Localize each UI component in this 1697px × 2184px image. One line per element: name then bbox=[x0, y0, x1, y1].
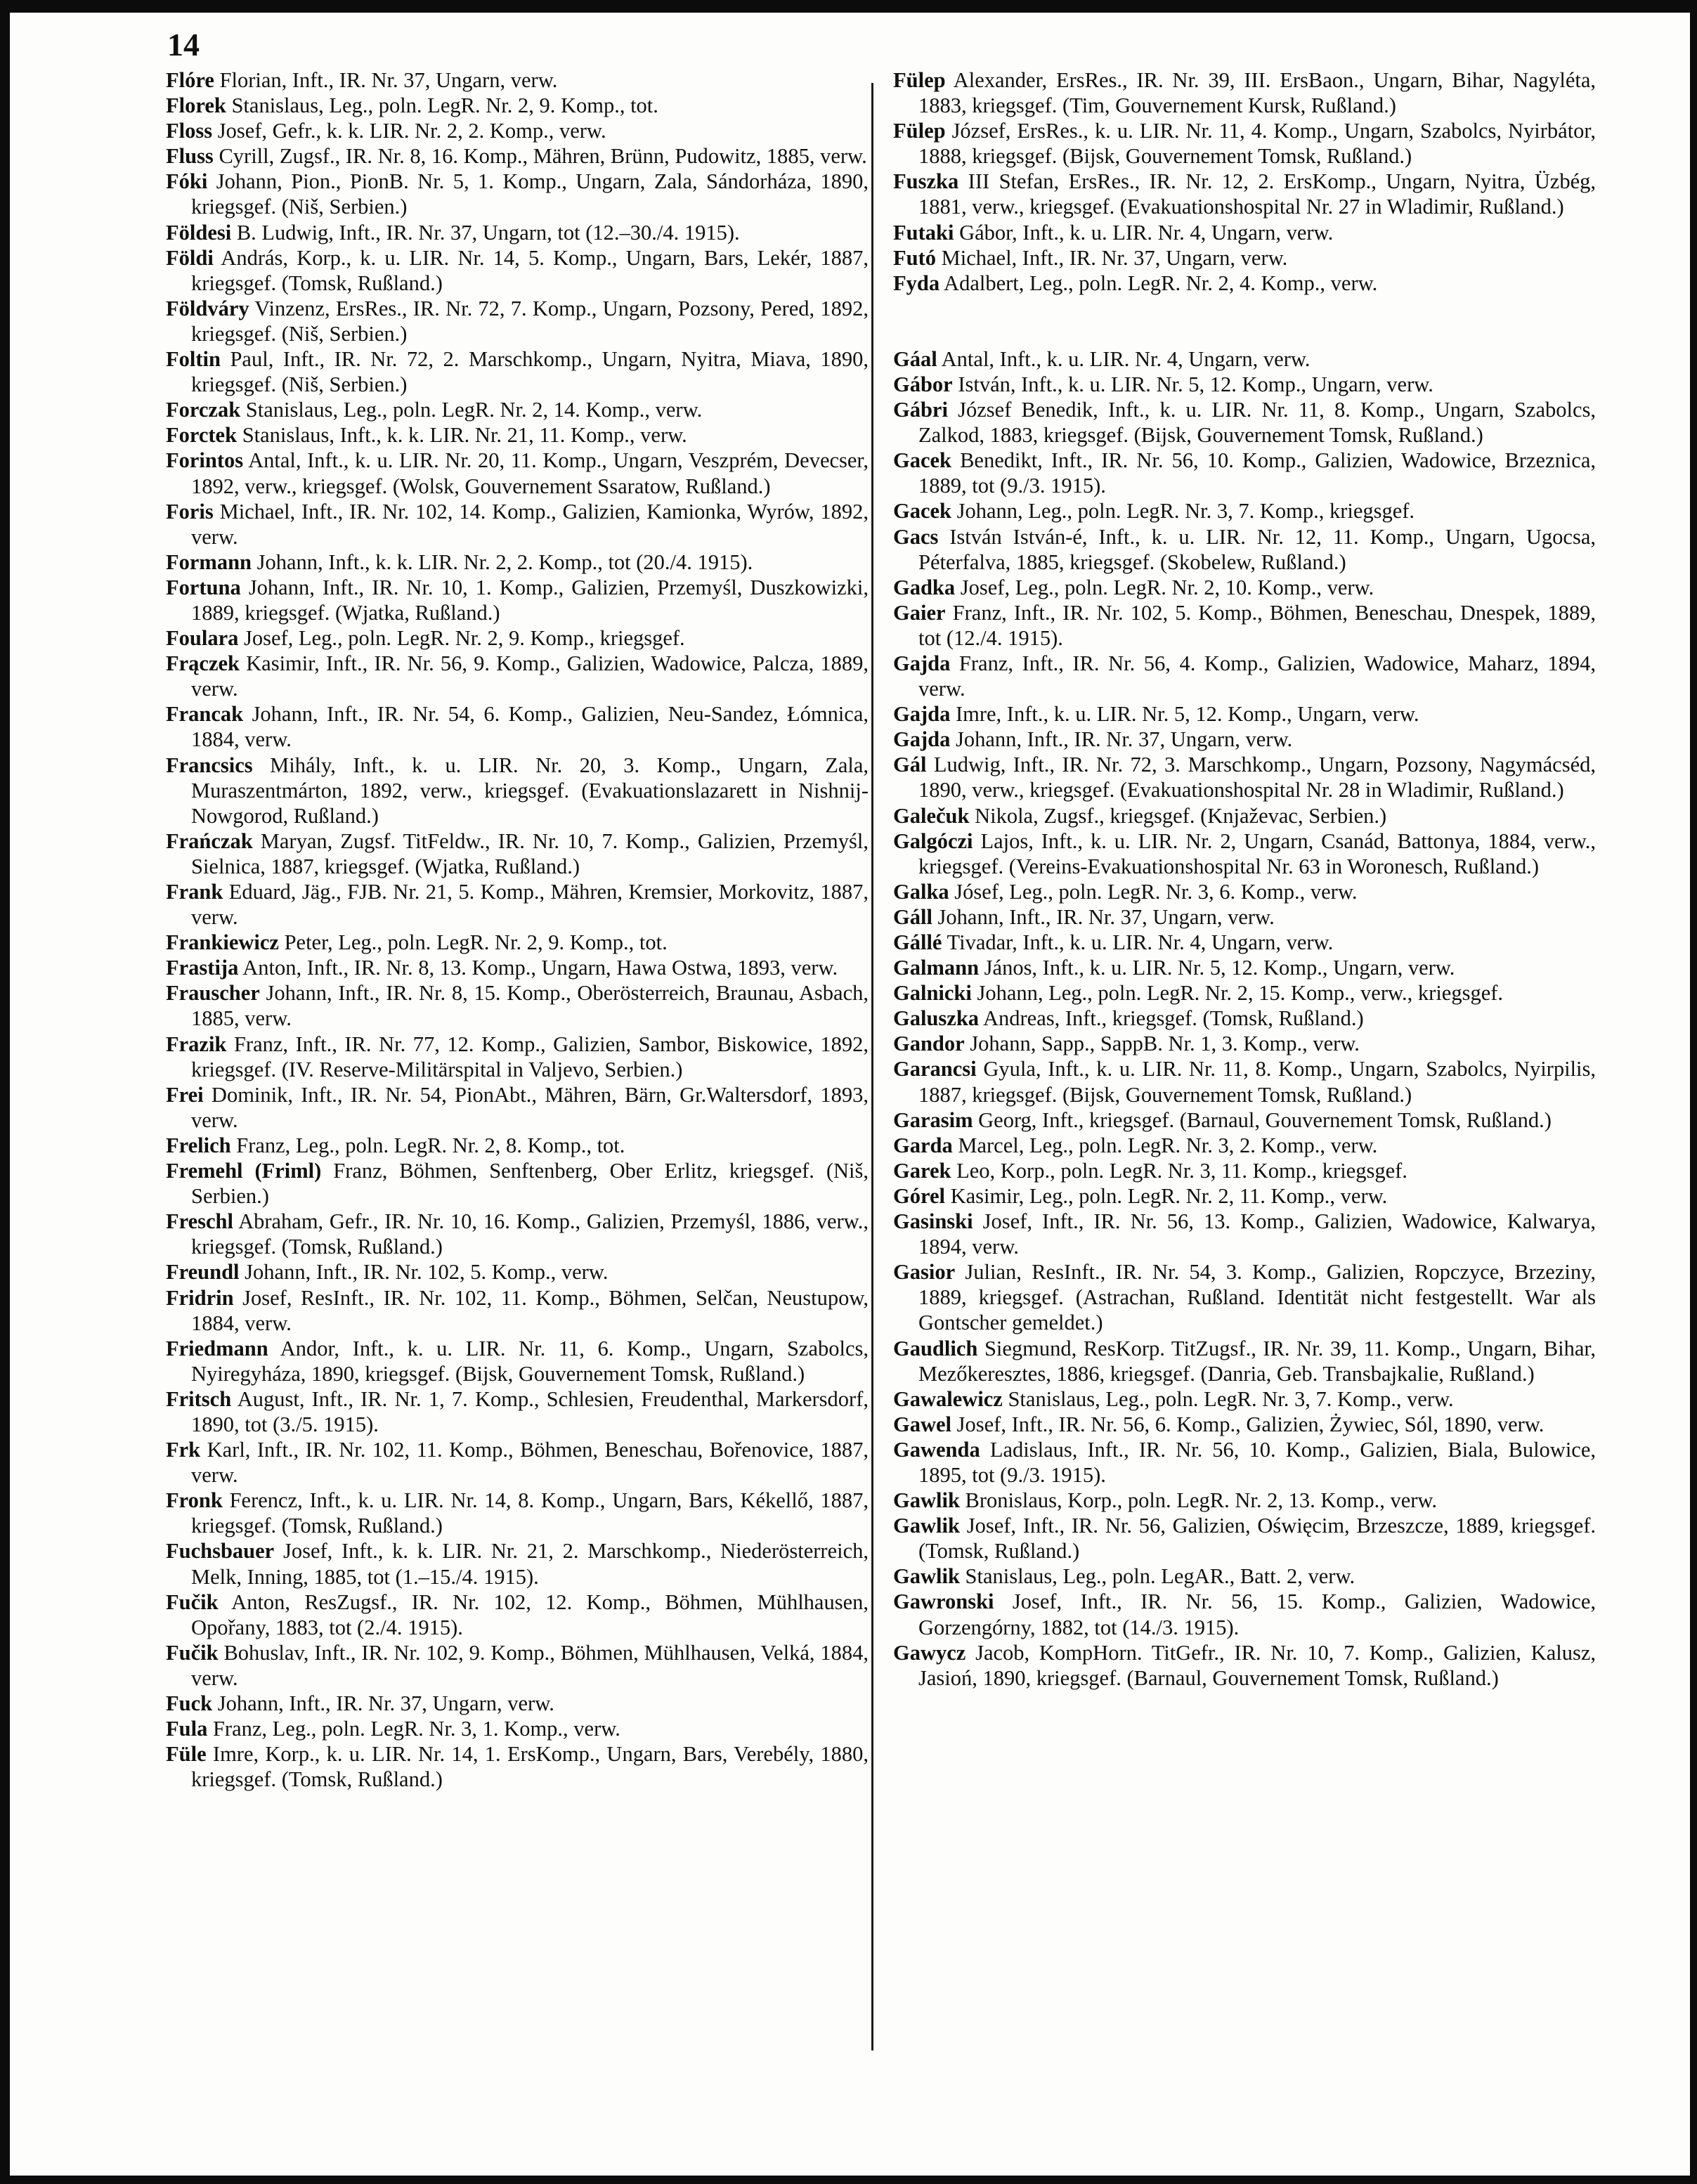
entry-details: Leo, Korp., poln. LegR. Nr. 3, 11. Komp., kriegsgef. bbox=[956, 1158, 1407, 1183]
entry-surname: Fuszka bbox=[893, 169, 959, 194]
list-entry bbox=[893, 1589, 1596, 1639]
entry-surname: Gasior bbox=[893, 1260, 956, 1285]
entry-details: Florian, Inft., IR. Nr. 37, Ungarn, verw. bbox=[219, 68, 558, 92]
entry-details: Ladislaus, Inft., IR. Nr. 56, 10. Komp., Galizien, Biala, Bulowice, 1895, tot (9./3. 1915). bbox=[918, 1437, 1597, 1487]
entry-surname: Gajda bbox=[893, 727, 951, 752]
list-entry bbox=[166, 651, 869, 701]
entry-surname: Frelich bbox=[166, 1133, 231, 1157]
entry-surname: Fülep bbox=[893, 119, 946, 143]
entry-details: Johann, Inft., IR. Nr. 10, 1. Komp., Galizien, Przemyśl, Duszkowizki, 1889, kriegsgef. (Wjatka, Rußland.) bbox=[191, 575, 869, 625]
list-entry bbox=[166, 1032, 869, 1082]
entry-surname: Fučik bbox=[166, 1640, 219, 1665]
entry-details: Johann, Inft., IR. Nr. 37, Ungarn, verw. bbox=[955, 727, 1293, 752]
entry-details: Kasimir, Inft., IR. Nr. 56, 9. Komp., Galizien, Wadowice, Palcza, 1889, verw. bbox=[191, 651, 869, 701]
entry-surname: Garda bbox=[893, 1133, 953, 1157]
entry-details: Georg, Inft., kriegsgef. (Barnaul, Gouvernement Tomsk, Rußland.) bbox=[978, 1107, 1552, 1132]
entry-details: Franz, Inft., IR. Nr. 77, 12. Komp., Galizien, Sambor, Biskowice, 1892, kriegsgef. (IV. Reserve-Militärspital in Valjevo, Serbien.) bbox=[191, 1032, 869, 1081]
entry-surname: Gandor bbox=[893, 1032, 965, 1056]
entry-surname: Gawronski bbox=[893, 1590, 994, 1614]
list-entry bbox=[893, 1158, 1596, 1183]
entry-surname: Fuchsbauer bbox=[166, 1539, 275, 1564]
entry-details: Johann, Inft., IR. Nr. 54, 6. Komp., Galizien, Neu-Sandez, Łómnica, 1884, verw. bbox=[191, 702, 869, 752]
entry-details: Stanislaus, Leg., poln. LegR. Nr. 3, 7. Komp., verw. bbox=[1008, 1386, 1454, 1411]
entry-details: Lajos, Inft., k. u. LIR. Nr. 2, Ungarn, Csanád, Battonya, 1884, verw., kriegsgef. (Vereins-Evakuationshospital Nr. 63 in Woronesch, Rußland.) bbox=[918, 828, 1596, 878]
entry-details: Johann, Pion., PionB. Nr. 5, 1. Komp., Ungarn, Zala, Sándorháza, 1890, kriegsgef. (Niš, Serbien.) bbox=[191, 169, 869, 219]
entry-details: Mihály, Inft., k. u. LIR. Nr. 20, 3. Komp., Ungarn, Zala, Muraszentmárton, 1892, verw., kriegsgef. (Evakuationslazarett in Nishnij-Nowgorod, Rußland.) bbox=[191, 753, 869, 828]
list-entry bbox=[166, 448, 869, 498]
list-entry bbox=[893, 67, 1596, 118]
entry-surname: Fyda bbox=[893, 271, 940, 295]
list-entry bbox=[893, 1006, 1596, 1031]
entry-surname: Francsics bbox=[166, 753, 253, 777]
list-entry bbox=[893, 271, 1596, 296]
entry-surname: Gábri bbox=[893, 398, 948, 422]
entry-details: Bohuslav, Inft., IR. Nr. 102, 9. Komp., Böhmen, Mühlhausen, Velká, 1884, verw. bbox=[191, 1640, 869, 1690]
entry-details: Johann, Inft., IR. Nr. 37, Ungarn, verw. bbox=[217, 1691, 554, 1715]
entry-details: Stanislaus, Leg., poln. LegR. Nr. 2, 9. Komp., tot. bbox=[231, 93, 658, 118]
entry-surname: Francak bbox=[166, 702, 244, 727]
list-entry bbox=[893, 803, 1596, 828]
list-entry bbox=[893, 1640, 1596, 1691]
entry-details: III Stefan, ErsRes., IR. Nr. 12, 2. ErsKomp., Ungarn, Nyitra, Üzbég, 1881, verw., kriegsgef. (Evakuationshospital Nr. 27 in Wladimir, Rußland.) bbox=[918, 169, 1597, 219]
list-entry bbox=[893, 1336, 1596, 1386]
list-entry bbox=[166, 169, 869, 219]
entry-details: Josef, Inft., k. k. LIR. Nr. 21, 2. Marschkomp., Niederösterreich, Melk, Inning, 1885, tot (1.–15./4. 1915). bbox=[191, 1539, 869, 1589]
entry-details: Josef, ResInft., IR. Nr. 102, 11. Komp., Böhmen, Selčan, Neustupow, 1884, verw. bbox=[191, 1285, 869, 1335]
list-entry bbox=[166, 1158, 869, 1209]
entry-surname: Fritsch bbox=[166, 1386, 232, 1411]
list-entry bbox=[166, 1590, 869, 1640]
list-entry bbox=[893, 752, 1596, 802]
list-entry bbox=[893, 727, 1596, 752]
entry-details: Franz, Inft., IR. Nr. 102, 5. Komp., Böhmen, Beneschau, Dnespek, 1889, tot (12./4. 1915). bbox=[918, 600, 1597, 650]
entry-details: Anton, ResZugsf., IR. Nr. 102, 12. Komp., Böhmen, Mühlhausen, Opořany, 1883, tot (2./4. 1915). bbox=[191, 1590, 869, 1639]
entry-details: Josef, Inft., IR. Nr. 56, 13. Komp., Galizien, Wadowice, Kalwarya, 1894, verw. bbox=[918, 1209, 1597, 1259]
entry-details: Josef, Leg., poln. LegR. Nr. 2, 10. Komp., verw. bbox=[960, 575, 1374, 599]
entry-details: Johann, Inft., IR. Nr. 37, Ungarn, verw. bbox=[937, 904, 1275, 929]
entry-details: Gyula, Inft., k. u. LIR. Nr. 11, 8. Komp., Ungarn, Szabolcs, Nyirpilis, 1887, kriegsgef. (Bijsk, Gouvernement Tomsk, Rußland.) bbox=[918, 1057, 1596, 1107]
entry-surname: Gawenda bbox=[893, 1437, 980, 1462]
entry-surname: Frączek bbox=[166, 651, 240, 676]
list-entry bbox=[893, 1133, 1596, 1158]
entry-surname: Frazik bbox=[166, 1032, 227, 1056]
list-entry bbox=[166, 1285, 869, 1336]
entry-details: Bronislaus, Korp., poln. LegR. Nr. 2, 13. Komp., verw. bbox=[965, 1488, 1438, 1513]
entry-details: Julian, ResInft., IR. Nr. 54, 3. Komp., Galizien, Ropczyce, Brzeziny, 1889, kriegsgef. (Astrachan, Rußland. Identität nicht festgestellt. War als Gontscher gemeldet.) bbox=[918, 1260, 1596, 1335]
list-entry bbox=[893, 1031, 1596, 1056]
list-entry bbox=[166, 980, 869, 1031]
list-entry bbox=[166, 296, 869, 346]
list-entry bbox=[893, 1259, 1596, 1335]
entry-details: István István-é, Inft., k. u. LIR. Nr. 12, 11. Komp., Ungarn, Ugocsa, Péterfalva, 1885, kriegsgef. (Skobelew, Rußland.) bbox=[918, 524, 1596, 574]
entry-details: Benedikt, Inft., IR. Nr. 56, 10. Komp., Galizien, Wadowice, Brzeznica, 1889, tot (9./3. 1915). bbox=[918, 448, 1596, 498]
list-entry bbox=[893, 169, 1596, 219]
entry-surname: Freschl bbox=[166, 1209, 233, 1234]
entry-details: Abraham, Gefr., IR. Nr. 10, 16. Komp., Galizien, Przemyśl, 1886, verw., kriegsgef. (Tomsk, Rußland.) bbox=[191, 1209, 869, 1259]
entry-surname: Futó bbox=[893, 245, 936, 270]
entry-details: Imre, Inft., k. u. LIR. Nr. 5, 12. Komp., Ungarn, verw. bbox=[955, 702, 1419, 727]
list-entry bbox=[893, 879, 1596, 904]
entry-surname: Gawlik bbox=[893, 1514, 960, 1538]
entry-surname: Frei bbox=[166, 1082, 204, 1107]
entry-details: Josef, Inft., IR. Nr. 56, Galizien, Oświęcim, Brzeszcze, 1889, kriegsgef. (Tomsk, Rußland.) bbox=[918, 1514, 1596, 1564]
entry-details: Vinzenz, ErsRes., IR. Nr. 72, 7. Komp., Ungarn, Pozsony, Pered, 1892, kriegsgef. (Niš, Serbien.) bbox=[191, 296, 869, 346]
entry-details: Jósef, Leg., poln. LegR. Nr. 3, 6. Komp., verw. bbox=[954, 879, 1358, 904]
entry-details: Cyrill, Zugsf., IR. Nr. 8, 16. Komp., Mähren, Brünn, Pudowitz, 1885, verw. bbox=[219, 144, 867, 169]
list-entry bbox=[166, 955, 869, 980]
list-entry bbox=[166, 1259, 869, 1285]
page-number: 14 bbox=[167, 27, 200, 63]
entry-surname: Galmann bbox=[893, 956, 980, 980]
entry-details: Siegmund, ResKorp. TitZugsf., IR. Nr. 39, 11. Komp., Ungarn, Bihar, Mezőkeresztes, 1886, kriegsgef. (Danria, Geb. Transbajkalie, Rußland.) bbox=[918, 1336, 1596, 1386]
entry-details: Johann, Inft., k. k. LIR. Nr. 2, 2. Komp., tot (20./4. 1915). bbox=[256, 550, 753, 574]
entry-surname: Fluss bbox=[166, 144, 214, 169]
entry-details: István, Inft., k. u. LIR. Nr. 5, 12. Komp., Ungarn, verw. bbox=[958, 372, 1433, 396]
entry-details: Gábor, Inft., k. u. LIR. Nr. 4, Ungarn, verw. bbox=[959, 220, 1334, 245]
entry-details: Franz, Leg., poln. LegR. Nr. 3, 1. Komp., verw. bbox=[212, 1717, 620, 1741]
list-entry bbox=[166, 753, 869, 828]
entry-surname: Gawalewicz bbox=[893, 1386, 1003, 1411]
list-entry bbox=[166, 346, 869, 397]
list-entry bbox=[893, 1183, 1596, 1209]
entry-details: Tivadar, Inft., k. u. LIR. Nr. 4, Ungarn, verw. bbox=[947, 930, 1334, 954]
column-divider bbox=[871, 83, 873, 2050]
entry-surname: Galuszka bbox=[893, 1006, 980, 1031]
entry-details: Stanislaus, Leg., poln. LegAR., Batt. 2, verw. bbox=[965, 1564, 1355, 1589]
list-entry bbox=[166, 1209, 869, 1259]
list-entry bbox=[166, 1716, 869, 1741]
entry-surname: Gáll bbox=[893, 904, 932, 929]
entry-surname: Formann bbox=[166, 550, 252, 574]
entry-details: Johann, Inft., IR. Nr. 8, 15. Komp., Oberösterreich, Braunau, Asbach, 1885, verw. bbox=[191, 981, 869, 1031]
entry-surname: Garasim bbox=[893, 1107, 973, 1132]
list-entry bbox=[166, 625, 869, 651]
entry-details: Dominik, Inft., IR. Nr. 54, PionAbt., Mähren, Bärn, Gr.Waltersdorf, 1893, verw. bbox=[191, 1082, 869, 1132]
list-entry bbox=[893, 575, 1596, 600]
entry-details: Josef, Leg., poln. LegR. Nr. 2, 9. Komp., kriegsgef. bbox=[243, 626, 685, 651]
entry-surname: Frauscher bbox=[166, 981, 260, 1006]
list-entry bbox=[166, 118, 869, 143]
entry-surname: Fuck bbox=[166, 1691, 213, 1715]
entry-surname: Frank bbox=[166, 880, 223, 904]
list-entry bbox=[893, 245, 1596, 271]
list-entry bbox=[166, 550, 869, 575]
entry-surname: Fridrin bbox=[166, 1285, 234, 1310]
entry-details: Franz, Inft., IR. Nr. 56, 4. Komp., Galizien, Wadowice, Maharz, 1894, verw. bbox=[918, 651, 1596, 701]
list-entry bbox=[893, 980, 1596, 1006]
entry-details: Eduard, Jäg., FJB. Nr. 21, 5. Komp., Mähren, Kremsier, Morkovitz, 1887, verw. bbox=[191, 880, 869, 930]
list-entry bbox=[893, 448, 1596, 498]
list-entry bbox=[166, 67, 869, 93]
entry-surname: Fortuna bbox=[166, 575, 241, 599]
list-entry bbox=[166, 143, 869, 169]
entry-surname: Frk bbox=[166, 1438, 201, 1462]
entry-details: Adalbert, Leg., poln. LegR. Nr. 2, 4. Komp., verw. bbox=[944, 271, 1378, 295]
list-entry bbox=[166, 220, 869, 245]
list-entry bbox=[893, 701, 1596, 727]
entry-details: B. Ludwig, Inft., IR. Nr. 37, Ungarn, tot (12.–30./4. 1915). bbox=[236, 220, 740, 245]
list-entry bbox=[166, 1386, 869, 1437]
entry-surname: Gawycz bbox=[893, 1640, 966, 1665]
list-entry bbox=[893, 118, 1596, 169]
entry-surname: Garancsi bbox=[893, 1057, 977, 1081]
entry-surname: Flóre bbox=[166, 68, 214, 92]
entry-details: Maryan, Zugsf. TitFeldw., IR. Nr. 10, 7. Komp., Galizien, Przemyśl, Sielnica, 1887, kriegsgef. (Wjatka, Rußland.) bbox=[191, 828, 869, 878]
entry-surname: Füle bbox=[166, 1742, 207, 1767]
entry-surname: Gawlik bbox=[893, 1488, 960, 1513]
right-column bbox=[893, 67, 1596, 1691]
list-entry bbox=[893, 1564, 1596, 1589]
entry-details: Paul, Inft., IR. Nr. 72, 2. Marschkomp., Ungarn, Nyitra, Miava, 1890, kriegsgef. (Niš, Serbien.) bbox=[191, 347, 869, 397]
list-entry bbox=[166, 93, 869, 118]
entry-details: Johann, Sapp., SappB. Nr. 1, 3. Komp., verw. bbox=[970, 1032, 1360, 1056]
entry-surname: Gajda bbox=[893, 651, 951, 675]
list-entry bbox=[893, 1056, 1596, 1107]
list-entry bbox=[893, 1488, 1596, 1513]
list-entry bbox=[893, 498, 1596, 524]
list-entry bbox=[893, 1107, 1596, 1133]
entry-details: Josef, Inft., IR. Nr. 56, 15. Komp., Galizien, Wadowice, Gorzengórny, 1882, tot (14./3. 1915). bbox=[918, 1590, 1597, 1639]
entry-surname: Gawel bbox=[893, 1412, 952, 1436]
entry-surname: Freundl bbox=[166, 1260, 240, 1285]
list-entry bbox=[166, 1336, 869, 1386]
entry-surname: Florek bbox=[166, 93, 226, 118]
entry-surname: Frastija bbox=[166, 956, 239, 980]
list-entry bbox=[893, 904, 1596, 930]
list-entry bbox=[166, 1437, 869, 1488]
list-entry bbox=[166, 245, 869, 296]
entry-details: Stanislaus, Leg., poln. LegR. Nr. 2, 14. Komp., verw. bbox=[245, 398, 703, 422]
list-entry bbox=[893, 372, 1596, 397]
list-entry bbox=[893, 220, 1596, 245]
list-entry bbox=[166, 828, 869, 879]
list-entry bbox=[166, 1741, 869, 1792]
entry-surname: Gáal bbox=[893, 346, 937, 371]
list-entry bbox=[893, 1437, 1596, 1488]
entry-surname: Galnicki bbox=[893, 981, 972, 1006]
entry-surname: Fronk bbox=[166, 1488, 223, 1513]
entry-details: Marcel, Leg., poln. LegR. Nr. 3, 2. Komp., verw. bbox=[958, 1133, 1378, 1157]
list-entry bbox=[166, 930, 869, 955]
list-entry bbox=[166, 1133, 869, 1158]
list-entry bbox=[166, 397, 869, 422]
entry-surname: Garek bbox=[893, 1158, 951, 1183]
entry-details: Antal, Inft., k. u. LIR. Nr. 20, 11. Komp., Ungarn, Veszprém, Devecser, 1892, verw., kriegsgef. (Wolsk, Gouvernement Ssaratow, Rußland.) bbox=[191, 448, 869, 498]
entry-details: Ferencz, Inft., k. u. LIR. Nr. 14, 8. Komp., Ungarn, Bars, Kékellő, 1887, kriegsgef. (Tomsk, Rußland.) bbox=[191, 1488, 869, 1538]
list-entry bbox=[166, 1488, 869, 1538]
entry-details: Jacob, KompHorn. TitGefr., IR. Nr. 10, 7. Komp., Galizien, Kalusz, Jasioń, 1890, kriegsgef. (Barnaul, Gouvernement Tomsk, Rußland.) bbox=[918, 1640, 1597, 1690]
entry-surname: Gacs bbox=[893, 524, 939, 549]
entry-surname: Gál bbox=[893, 753, 927, 777]
entry-surname: Gaier bbox=[893, 600, 946, 625]
list-entry bbox=[893, 524, 1596, 575]
entry-surname: Galgóczi bbox=[893, 828, 973, 853]
list-entry bbox=[893, 1412, 1596, 1437]
list-entry bbox=[166, 1691, 869, 1716]
entry-details: Johann, Leg., poln. LegR. Nr. 3, 7. Komp., kriegsgef. bbox=[956, 499, 1415, 524]
left-column bbox=[166, 67, 869, 1792]
entry-surname: Földesi bbox=[166, 220, 232, 245]
entry-details: Franz, Leg., poln. LegR. Nr. 2, 8. Komp., tot. bbox=[236, 1133, 625, 1157]
entry-surname: Gaudlich bbox=[893, 1336, 978, 1360]
entry-details: József Benedik, Inft., k. u. LIR. Nr. 11, 8. Komp., Ungarn, Szabolcs, Zalkod, 1883, kriegsgef. (Bijsk, Gouvernement Tomsk, Rußland.) bbox=[918, 398, 1596, 448]
list-entry bbox=[166, 499, 869, 550]
entry-details: Josef, Inft., IR. Nr. 56, 6. Komp., Galizien, Żywiec, Sól, 1890, verw. bbox=[956, 1412, 1545, 1436]
entry-surname: Forczak bbox=[166, 398, 241, 422]
entry-details: Andreas, Inft., kriegsgef. (Tomsk, Rußland.) bbox=[982, 1006, 1364, 1031]
entry-surname: Forintos bbox=[166, 448, 244, 473]
list-entry bbox=[166, 701, 869, 752]
entry-surname: Floss bbox=[166, 119, 213, 143]
entry-surname: Gajda bbox=[893, 702, 951, 727]
list-entry bbox=[166, 1538, 869, 1589]
list-entry bbox=[893, 1513, 1596, 1564]
entry-surname: Fóki bbox=[166, 169, 208, 194]
list-entry bbox=[893, 600, 1596, 651]
entry-surname: Fula bbox=[166, 1717, 208, 1741]
entry-surname: Fremehl (Friml) bbox=[166, 1159, 322, 1183]
entry-details: Peter, Leg., poln. LegR. Nr. 2, 9. Komp., tot. bbox=[284, 930, 668, 955]
entry-surname: Gawlik bbox=[893, 1564, 960, 1589]
entry-surname: Friedmann bbox=[166, 1336, 268, 1360]
entry-surname: Frankiewicz bbox=[166, 930, 279, 955]
entry-details: Nikola, Zugsf., kriegsgef. (Knjaževac, Serbien.) bbox=[975, 803, 1387, 828]
entry-details: Alexander, ErsRes., IR. Nr. 39, III. ErsBaon., Ungarn, Bihar, Nagyléta, 1883, kriegsgef. (Tim, Gouvernement Kursk, Rußland.) bbox=[918, 68, 1596, 118]
entry-details: János, Inft., k. u. LIR. Nr. 5, 12. Komp., Ungarn, verw. bbox=[984, 956, 1455, 980]
entry-details: Josef, Gefr., k. k. LIR. Nr. 2, 2. Komp., verw. bbox=[217, 119, 606, 143]
list-entry bbox=[893, 1386, 1596, 1412]
entry-surname: Földváry bbox=[166, 296, 249, 320]
entry-details: Karl, Inft., IR. Nr. 102, 11. Komp., Böhmen, Beneschau, Bořenovice, 1887, verw. bbox=[191, 1438, 869, 1488]
list-entry bbox=[166, 575, 869, 625]
entry-surname: Gábor bbox=[893, 372, 953, 396]
entry-details: Johann, Inft., IR. Nr. 102, 5. Komp., verw. bbox=[245, 1260, 609, 1285]
entry-surname: Gacek bbox=[893, 499, 952, 524]
entry-details: Michael, Inft., IR. Nr. 37, Ungarn, verw. bbox=[941, 245, 1288, 270]
entry-surname: Földi bbox=[166, 245, 214, 270]
entry-details: Stanislaus, Inft., k. k. LIR. Nr. 21, 11. Komp., verw. bbox=[242, 423, 687, 448]
entry-details: Johann, Leg., poln. LegR. Nr. 2, 15. Komp., verw., kriegsgef. bbox=[977, 981, 1504, 1006]
entry-surname: Górel bbox=[893, 1183, 945, 1208]
list-entry bbox=[166, 422, 869, 448]
entry-surname: Gállé bbox=[893, 930, 942, 954]
entry-surname: Galka bbox=[893, 879, 949, 904]
list-entry bbox=[166, 879, 869, 930]
entry-details: August, Inft., IR. Nr. 1, 7. Komp., Schlesien, Freudenthal, Markersdorf, 1890, tot (3./5. 1915). bbox=[191, 1386, 869, 1436]
list-entry bbox=[893, 828, 1596, 879]
entry-surname: Futaki bbox=[893, 220, 954, 245]
list-entry bbox=[893, 397, 1596, 448]
list-entry bbox=[893, 346, 1596, 372]
entry-surname: Foltin bbox=[166, 347, 221, 372]
entry-surname: Gacek bbox=[893, 448, 952, 473]
entry-details: Kasimir, Leg., poln. LegR. Nr. 2, 11. Komp., verw. bbox=[950, 1183, 1388, 1208]
entry-surname: Frańczak bbox=[166, 828, 253, 853]
list-entry bbox=[166, 1082, 869, 1133]
entry-details: András, Korp., k. u. LIR. Nr. 14, 5. Komp., Ungarn, Bars, Lekér, 1887, kriegsgef. (Tomsk, Rußland.) bbox=[191, 245, 869, 295]
list-entry bbox=[893, 930, 1596, 955]
list-entry bbox=[893, 1209, 1596, 1259]
entry-surname: Fülep bbox=[893, 68, 946, 92]
entry-details: Michael, Inft., IR. Nr. 102, 14. Komp., Galizien, Kamionka, Wyrów, 1892, verw. bbox=[191, 499, 869, 549]
entry-surname: Foris bbox=[166, 499, 214, 524]
list-entry bbox=[893, 955, 1596, 980]
entry-details: Anton, Inft., IR. Nr. 8, 13. Komp., Ungarn, Hawa Ostwa, 1893, verw. bbox=[242, 956, 838, 980]
entry-details: József, ErsRes., k. u. LIR. Nr. 11, 4. Komp., Ungarn, Szabolcs, Nyirbátor, 1888, kriegsgef. (Bijsk, Gouvernement Tomsk, Rußland.) bbox=[918, 119, 1596, 169]
entry-surname: Forctek bbox=[166, 423, 238, 448]
entry-details: Franz, Böhmen, Senftenberg, Ober Erlitz, kriegsgef. (Niš, Serbien.) bbox=[191, 1159, 869, 1209]
entry-details: Imre, Korp., k. u. LIR. Nr. 14, 1. ErsKomp., Ungarn, Bars, Verebély, 1880, kriegsgef. (Tomsk, Rußland.) bbox=[191, 1742, 869, 1792]
entry-surname: Fučik bbox=[166, 1590, 219, 1614]
entry-details: Andor, Inft., k. u. LIR. Nr. 11, 6. Komp., Ungarn, Szabolcs, Nyiregyháza, 1890, kriegsgef. (Bijsk, Gouvernement Tomsk, Rußland.) bbox=[191, 1336, 869, 1386]
entry-details: Ludwig, Inft., IR. Nr. 72, 3. Marschkomp., Ungarn, Pozsony, Nagymácséd, 1890, verw., kriegsgef. (Evakuationshospital Nr. 28 in Wladimir, Rußland.) bbox=[918, 753, 1596, 802]
list-entry bbox=[893, 651, 1596, 701]
entry-surname: Gadka bbox=[893, 575, 956, 599]
entry-surname: Galečuk bbox=[893, 803, 970, 828]
list-entry bbox=[166, 1640, 869, 1691]
entry-surname: Foulara bbox=[166, 626, 239, 651]
entry-surname: Gasinski bbox=[893, 1209, 973, 1234]
entry-details: Antal, Inft., k. u. LIR. Nr. 4, Ungarn, verw. bbox=[941, 346, 1311, 371]
